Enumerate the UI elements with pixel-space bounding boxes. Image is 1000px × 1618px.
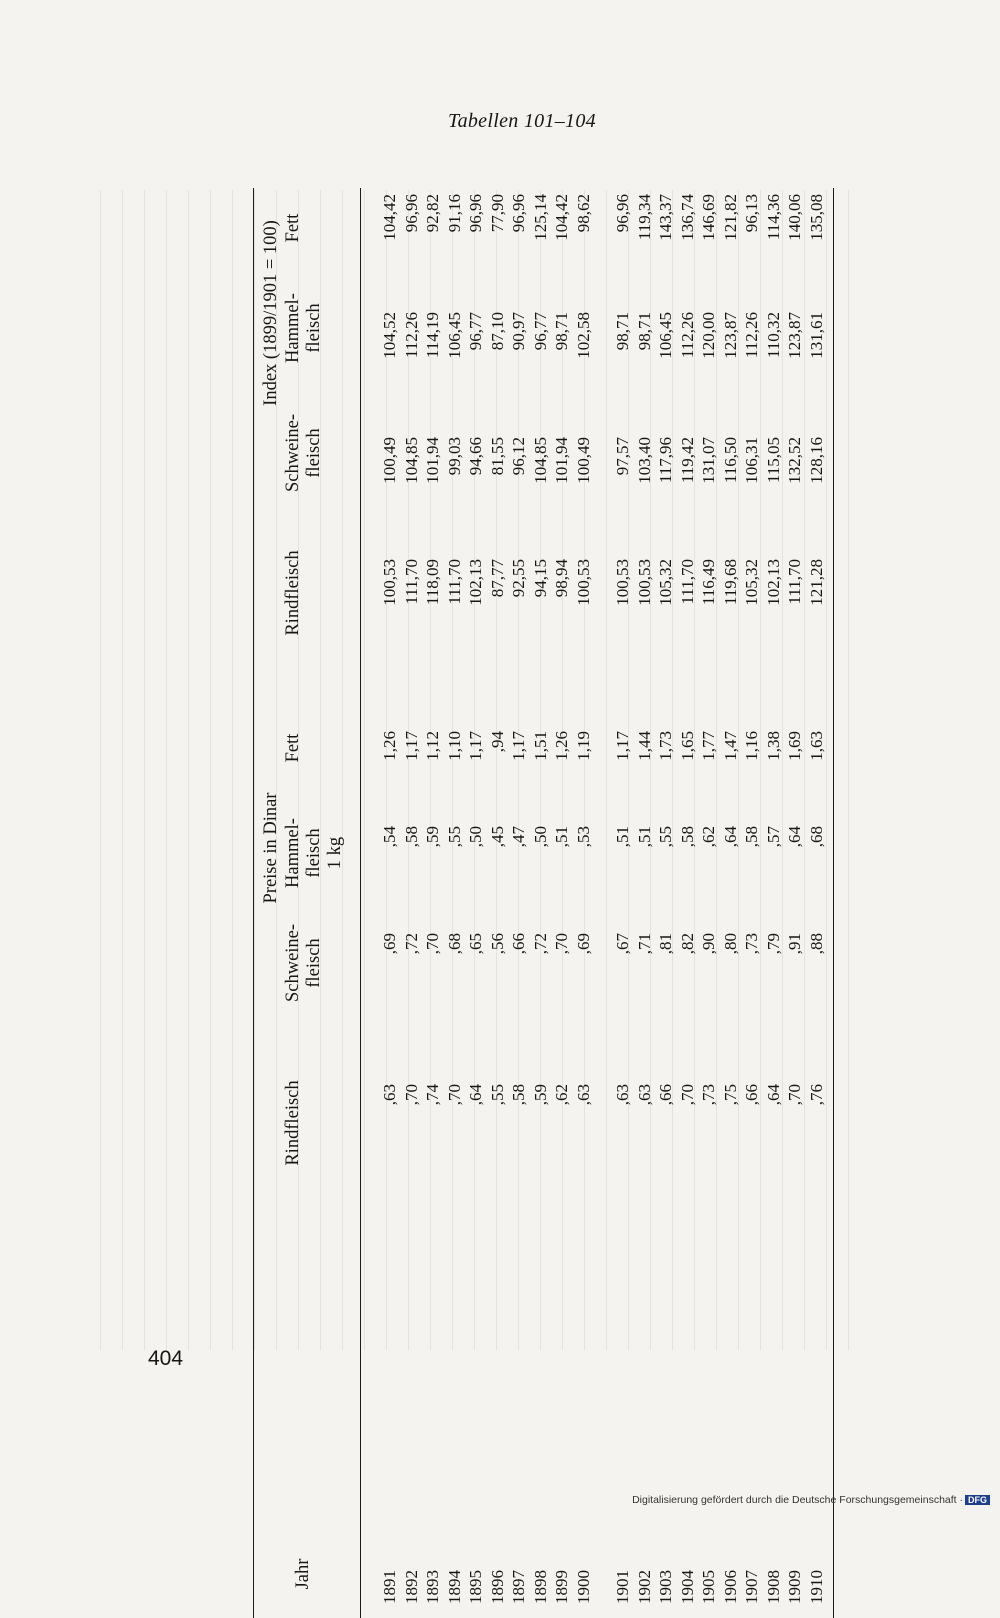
cell-fett: 1,51 (530, 731, 550, 761)
cell-hammelfleisch: ,53 (573, 826, 593, 848)
table-row (423, 188, 442, 1618)
cell-index-schweinefleisch: 117,96 (656, 437, 675, 484)
table-row (552, 188, 571, 1618)
cell-index-fett: 96,13 (742, 194, 761, 233)
table-row (380, 188, 399, 1618)
price-table (253, 188, 839, 1618)
cell-index-rindfleisch: 111,70 (785, 559, 804, 605)
table-row (613, 188, 632, 1618)
cell-rindfleisch: ,63 (573, 1084, 593, 1106)
cell-hammelfleisch: ,58 (742, 826, 761, 848)
cell-jahr: 1900 (573, 1570, 593, 1604)
cell-jahr: 1906 (720, 1570, 740, 1604)
header-hammelfleisch (283, 798, 346, 908)
cell-jahr: 1901 (613, 1570, 632, 1604)
cell-index-rindfleisch: 118,09 (423, 559, 442, 606)
cell-index-schweinefleisch: 119,42 (677, 437, 697, 484)
cell-index-hammelfleisch: 96,77 (530, 312, 550, 351)
cell-fett: 1,26 (380, 731, 399, 761)
cell-hammelfleisch: ,51 (634, 826, 654, 848)
cell-rindfleisch: ,64 (466, 1084, 485, 1106)
cell-index-rindfleisch: 116,49 (699, 559, 718, 606)
cell-index-hammelfleisch: 96,77 (466, 312, 485, 351)
cell-index-schweinefleisch: 116,50 (720, 437, 740, 484)
cell-rindfleisch: ,76 (806, 1084, 826, 1106)
cell-index-rindfleisch: 102,13 (763, 559, 783, 606)
cell-index-hammelfleisch: 98,71 (634, 312, 654, 351)
table-row (742, 188, 761, 1618)
cell-schweinefleisch: ,82 (677, 933, 697, 955)
cell-index-hammelfleisch: 123,87 (720, 312, 740, 359)
cell-index-rindfleisch: 100,53 (634, 559, 654, 606)
dfg-logo: DFG (965, 1495, 990, 1505)
cell-index-fett: 96,96 (466, 194, 485, 233)
cell-index-rindfleisch: 100,53 (613, 559, 632, 606)
cell-fett: 1,38 (763, 731, 783, 761)
cell-index-fett: 98,62 (573, 194, 593, 233)
table-row (807, 188, 826, 1618)
cell-rindfleisch: ,70 (401, 1084, 421, 1106)
header-index-schweinefleisch-line1: Schweine- (283, 413, 303, 493)
cell-schweinefleisch: ,71 (634, 933, 654, 955)
footer-credit (632, 1494, 990, 1506)
cell-rindfleisch: ,63 (380, 1084, 399, 1106)
cell-schweinefleisch: ,69 (573, 933, 593, 955)
cell-fett: 1,47 (720, 731, 740, 761)
table-row (466, 188, 485, 1618)
cell-index-hammelfleisch: 98,71 (552, 312, 571, 351)
cell-schweinefleisch: ,68 (444, 933, 464, 955)
cell-fett: 1,63 (806, 731, 826, 761)
cell-hammelfleisch: ,55 (444, 826, 464, 848)
cell-index-schweinefleisch: 96,12 (509, 437, 528, 476)
footer-text: Digitalisierung gefördert durch die Deutsche Forschungsgemeinschaft · (632, 1494, 963, 1506)
cell-rindfleisch: ,70 (785, 1084, 804, 1106)
header-unit: 1 kg (325, 836, 345, 870)
cell-jahr: 1898 (530, 1570, 550, 1604)
cell-index-schweinefleisch: 99,03 (444, 437, 464, 476)
cell-index-schweinefleisch: 104,85 (530, 437, 550, 484)
cell-fett: 1,17 (509, 731, 528, 761)
header-jahr: Jahr (293, 1558, 313, 1590)
header-fett: Fett (283, 733, 303, 763)
cell-index-fett: 140,06 (785, 194, 804, 241)
header-hammelfleisch-line1: Hammel- (283, 818, 303, 888)
cell-index-rindfleisch: 100,53 (573, 559, 593, 606)
header-index-schweinefleisch (283, 388, 325, 518)
cell-schweinefleisch: ,69 (380, 933, 399, 955)
cell-index-fett: 96,96 (613, 194, 632, 233)
cell-jahr: 1907 (742, 1570, 761, 1604)
group-header-prices: Preise in Dinar (261, 792, 281, 904)
cell-schweinefleisch: ,81 (656, 933, 675, 955)
table-bottom-rule (833, 188, 834, 1618)
cell-schweinefleisch: ,70 (552, 933, 571, 955)
running-head: Tabellen 101–104 (448, 110, 596, 132)
cell-index-fett: 114,36 (763, 194, 783, 241)
header-schweinefleisch (283, 908, 325, 1018)
cell-rindfleisch: ,70 (677, 1084, 697, 1106)
table-row (445, 188, 464, 1618)
cell-jahr: 1896 (487, 1570, 507, 1604)
cell-rindfleisch: ,66 (656, 1084, 675, 1106)
cell-rindfleisch: ,62 (552, 1084, 571, 1106)
header-schweinefleisch-line1: Schweine- (283, 923, 303, 1003)
header-rindfleisch: Rindfleisch (283, 1080, 303, 1166)
cell-index-fett: 121,82 (720, 194, 740, 241)
header-index-rindfleisch: Rindfleisch (283, 550, 303, 636)
cell-fett: 1,69 (785, 731, 804, 761)
cell-jahr: 1910 (806, 1570, 826, 1604)
cell-index-fett: 143,37 (656, 194, 675, 241)
cell-schweinefleisch: ,73 (742, 933, 761, 955)
cell-index-rindfleisch: 111,70 (444, 559, 464, 605)
table-row (402, 188, 421, 1618)
cell-index-rindfleisch: 100,53 (380, 559, 399, 606)
cell-index-rindfleisch: 87,77 (487, 559, 507, 598)
cell-index-schweinefleisch: 104,85 (401, 437, 421, 484)
header-index-hammelfleisch (283, 263, 325, 393)
cell-fett: 1,77 (699, 731, 718, 761)
cell-hammelfleisch: ,45 (487, 826, 507, 848)
cell-index-hammelfleisch: 112,26 (401, 312, 421, 359)
cell-fett: 1,16 (742, 731, 761, 761)
cell-hammelfleisch: ,64 (720, 826, 740, 848)
cell-index-fett: 91,16 (444, 194, 464, 233)
cell-index-schweinefleisch: 100,49 (573, 437, 593, 484)
cell-index-rindfleisch: 105,32 (656, 559, 675, 606)
cell-fett: 1,17 (466, 731, 485, 761)
cell-index-hammelfleisch: 114,19 (423, 312, 442, 359)
cell-index-rindfleisch: 102,13 (466, 559, 485, 606)
table-row (656, 188, 675, 1618)
cell-index-schweinefleisch: 100,49 (380, 437, 399, 484)
cell-hammelfleisch: ,64 (785, 826, 804, 848)
cell-index-hammelfleisch: 131,61 (806, 312, 826, 359)
cell-index-schweinefleisch: 101,94 (552, 437, 571, 484)
table-row (699, 188, 718, 1618)
table-row (764, 188, 783, 1618)
cell-index-hammelfleisch: 106,45 (444, 312, 464, 359)
cell-schweinefleisch: ,72 (530, 933, 550, 955)
cell-index-schweinefleisch: 132,52 (785, 437, 804, 484)
cell-hammelfleisch: ,58 (401, 826, 421, 848)
table-row (785, 188, 804, 1618)
table-row (509, 188, 528, 1618)
cell-index-hammelfleisch: 112,26 (677, 312, 697, 359)
cell-fett: 1,17 (613, 731, 632, 761)
cell-index-schweinefleisch: 94,66 (466, 437, 485, 476)
cell-index-hammelfleisch: 112,26 (742, 312, 761, 359)
cell-index-schweinefleisch: 131,07 (699, 437, 718, 484)
cell-schweinefleisch: ,79 (763, 933, 783, 955)
cell-fett: 1,73 (656, 731, 675, 761)
cell-jahr: 1892 (401, 1570, 421, 1604)
cell-rindfleisch: ,55 (487, 1084, 507, 1106)
header-index-hammelfleisch-line1: Hammel- (283, 293, 303, 363)
cell-index-schweinefleisch: 115,05 (763, 437, 783, 484)
cell-jahr: 1902 (634, 1570, 654, 1604)
cell-index-hammelfleisch: 87,10 (487, 312, 507, 351)
cell-index-hammelfleisch: 123,87 (785, 312, 804, 359)
cell-hammelfleisch: ,68 (806, 826, 826, 848)
cell-schweinefleisch: ,65 (466, 933, 485, 955)
table-top-rule (253, 188, 254, 1618)
cell-index-rindfleisch: 111,70 (401, 559, 421, 605)
cell-rindfleisch: ,59 (530, 1084, 550, 1106)
cell-hammelfleisch: ,59 (423, 826, 442, 848)
cell-index-rindfleisch: 98,94 (552, 559, 571, 598)
cell-index-fett: 146,69 (699, 194, 718, 241)
cell-index-hammelfleisch: 102,58 (573, 312, 593, 359)
cell-index-hammelfleisch: 98,71 (613, 312, 632, 351)
cell-index-fett: 96,96 (401, 194, 421, 233)
cell-schweinefleisch: ,91 (785, 933, 804, 955)
header-rule (360, 188, 361, 1618)
cell-index-schweinefleisch: 103,40 (634, 437, 654, 484)
cell-index-fett: 92,82 (423, 194, 442, 233)
cell-jahr: 1904 (677, 1570, 697, 1604)
cell-hammelfleisch: ,55 (656, 826, 675, 848)
cell-hammelfleisch: ,50 (466, 826, 485, 848)
cell-fett: 1,10 (444, 731, 464, 761)
cell-index-rindfleisch: 105,32 (742, 559, 761, 606)
cell-schweinefleisch: ,88 (806, 933, 826, 955)
cell-hammelfleisch: ,57 (763, 826, 783, 848)
cell-index-rindfleisch: 121,28 (806, 559, 826, 606)
table-row (531, 188, 550, 1618)
header-index-fett: Fett (283, 213, 303, 243)
cell-jahr: 1905 (699, 1570, 718, 1604)
cell-schweinefleisch: ,66 (509, 933, 528, 955)
cell-fett: 1,65 (677, 731, 697, 761)
cell-rindfleisch: ,70 (444, 1084, 464, 1106)
header-index-hammelfleisch-line2: fleisch (304, 303, 324, 353)
cell-index-hammelfleisch: 104,52 (380, 312, 399, 359)
cell-hammelfleisch: ,51 (613, 826, 632, 848)
cell-index-rindfleisch: 111,70 (677, 559, 697, 605)
cell-jahr: 1897 (509, 1570, 528, 1604)
cell-jahr: 1893 (423, 1570, 442, 1604)
cell-index-fett: 119,34 (634, 194, 654, 241)
cell-rindfleisch: ,74 (423, 1084, 442, 1106)
cell-index-rindfleisch: 92,55 (509, 559, 528, 598)
header-index-schweinefleisch-line2: fleisch (304, 428, 324, 478)
cell-rindfleisch: ,75 (720, 1084, 740, 1106)
table-row (635, 188, 654, 1618)
cell-index-fett: 77,90 (487, 194, 507, 233)
cell-index-rindfleisch: 119,68 (720, 559, 740, 606)
table-row (678, 188, 697, 1618)
cell-index-schweinefleisch: 101,94 (423, 437, 442, 484)
cell-rindfleisch: ,66 (742, 1084, 761, 1106)
group-header-index: Index (1899/1901 = 100) (261, 220, 281, 406)
cell-schweinefleisch: ,70 (423, 933, 442, 955)
table-row (574, 188, 593, 1618)
cell-schweinefleisch: ,72 (401, 933, 421, 955)
cell-schweinefleisch: ,90 (699, 933, 718, 955)
cell-index-fett: 125,14 (530, 194, 550, 241)
cell-fett: 1,44 (634, 731, 654, 761)
cell-hammelfleisch: ,50 (530, 826, 550, 848)
cell-index-fett: 104,42 (380, 194, 399, 241)
page-number: 404 (148, 1347, 184, 1370)
cell-index-hammelfleisch: 106,45 (656, 312, 675, 359)
cell-hammelfleisch: ,54 (380, 826, 399, 848)
cell-fett: ,94 (487, 731, 507, 753)
cell-schweinefleisch: ,80 (720, 933, 740, 955)
cell-fett: 1,17 (401, 731, 421, 761)
cell-hammelfleisch: ,62 (699, 826, 718, 848)
header-schweinefleisch-line2: fleisch (304, 938, 324, 988)
cell-fett: 1,12 (423, 731, 442, 761)
cell-jahr: 1899 (552, 1570, 571, 1604)
cell-index-fett: 96,96 (509, 194, 528, 233)
cell-jahr: 1903 (656, 1570, 675, 1604)
header-hammelfleisch-line2: fleisch (304, 828, 324, 878)
cell-index-fett: 104,42 (552, 194, 571, 241)
cell-index-schweinefleisch: 128,16 (806, 437, 826, 484)
cell-index-schweinefleisch: 97,57 (613, 437, 632, 476)
cell-jahr: 1908 (763, 1570, 783, 1604)
cell-rindfleisch: ,63 (613, 1084, 632, 1106)
cell-index-fett: 136,74 (677, 194, 697, 241)
cell-jahr: 1895 (466, 1570, 485, 1604)
table-row (721, 188, 740, 1618)
cell-index-schweinefleisch: 81,55 (487, 437, 507, 476)
cell-schweinefleisch: ,67 (613, 933, 632, 955)
cell-index-rindfleisch: 94,15 (530, 559, 550, 598)
table-row (488, 188, 507, 1618)
cell-jahr: 1894 (444, 1570, 464, 1604)
cell-index-hammelfleisch: 90,97 (509, 312, 528, 351)
cell-jahr: 1891 (380, 1570, 399, 1604)
cell-index-hammelfleisch: 120,00 (699, 312, 718, 359)
cell-rindfleisch: ,58 (509, 1084, 528, 1106)
cell-index-hammelfleisch: 110,32 (763, 312, 783, 359)
cell-hammelfleisch: ,47 (509, 826, 528, 848)
cell-rindfleisch: ,73 (699, 1084, 718, 1106)
cell-rindfleisch: ,63 (634, 1084, 654, 1106)
cell-rindfleisch: ,64 (763, 1084, 783, 1106)
cell-jahr: 1909 (785, 1570, 804, 1604)
cell-index-schweinefleisch: 106,31 (742, 437, 761, 484)
cell-index-fett: 135,08 (806, 194, 826, 241)
cell-schweinefleisch: ,56 (487, 933, 507, 955)
cell-hammelfleisch: ,58 (677, 826, 697, 848)
cell-fett: 1,19 (573, 731, 593, 761)
cell-fett: 1,26 (552, 731, 571, 761)
cell-hammelfleisch: ,51 (552, 826, 571, 848)
